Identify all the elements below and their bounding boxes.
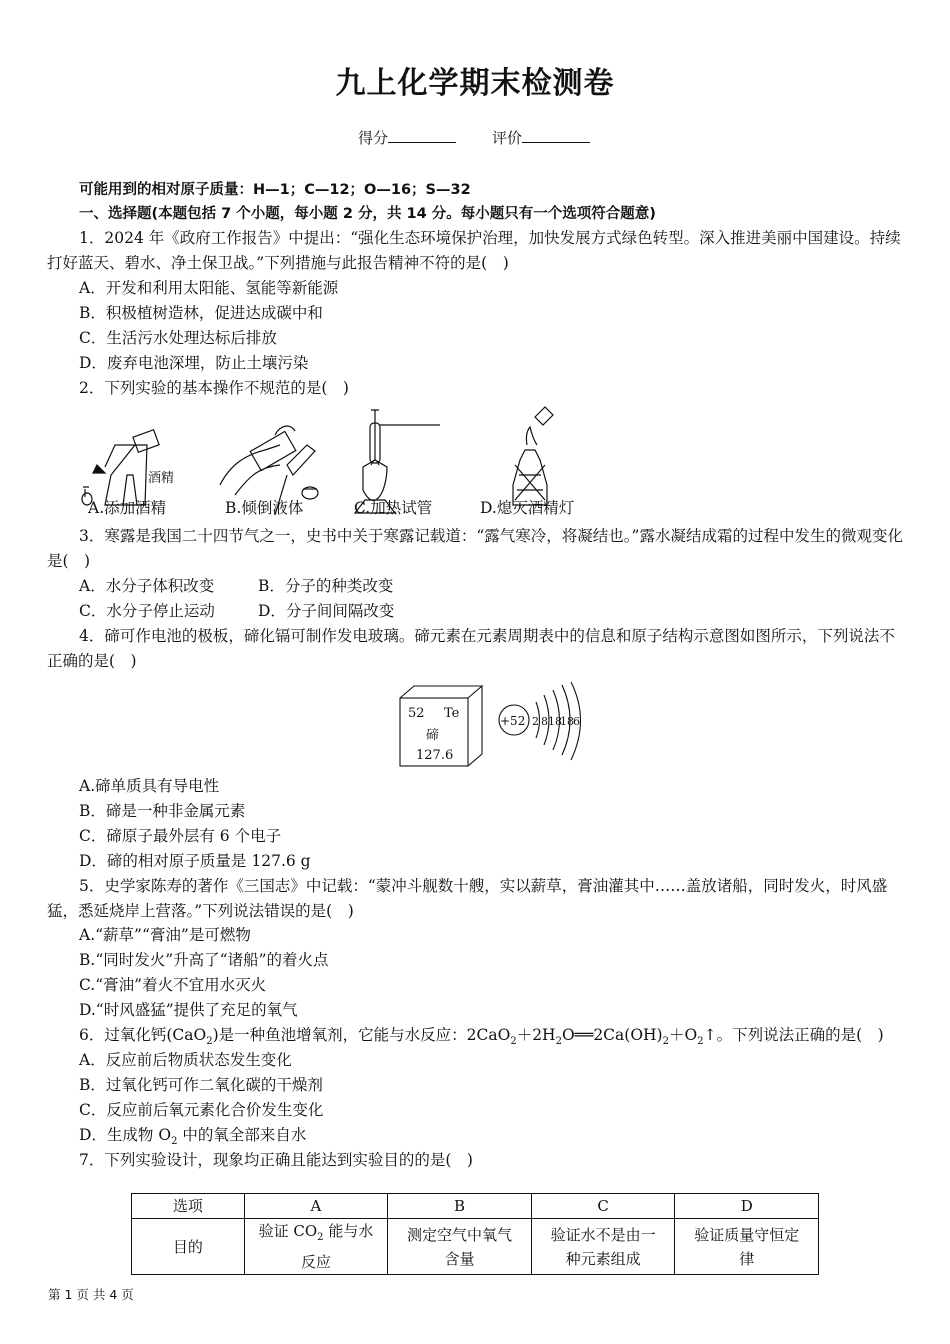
q3-option-d[interactable]: D．分子间间隔改变 [258,602,395,620]
question-7-stem: 7．下列实验设计，现象均正确且能达到实验目的的是( ) [79,1151,473,1169]
q1-option-b[interactable]: B．积极植树造林，促进达成碳中和 [79,304,323,322]
table-cell [244,1219,388,1275]
cell-text: 种元素组成 [565,1249,641,1268]
score-blank[interactable] [388,128,456,143]
q4-option-b[interactable]: B．碲是一种非金属元素 [79,802,246,820]
table-cell [675,1219,819,1275]
table-row [132,1219,819,1275]
question-3-stem: 3．寒露是我国二十四节气之一，史书中关于寒露记载道：“露气寒冷，将凝结也。”露水凝结成霜的过程中发生的微观变化是( ) [47,527,903,570]
shell-3-electrons: 18 [548,715,562,728]
shell-2-electrons: 8 [541,715,548,728]
q3-option-c[interactable]: C．水分子停止运动 [79,602,215,620]
header-cell: A [244,1194,388,1219]
q1-option-a[interactable]: A．开发和利用太阳能、氢能等新能源 [79,279,339,297]
shell-1-electrons: 2 [532,715,539,728]
cell-text: 反应 [300,1253,331,1271]
q6-sub: 2 [697,1036,704,1048]
q4-option-c[interactable]: C．碲原子最外层有 6 个电子 [79,827,282,845]
cell-text: 验证质量守恒定 [694,1225,800,1244]
score-label: 得分 [358,129,389,147]
q6-option-a[interactable]: A．反应前后物质状态发生变化 [79,1051,292,1069]
q6-option-d-text-1: D．生成物 O [79,1126,172,1144]
element-symbol: Te [444,706,460,721]
q1-option-d[interactable]: D．废弃电池深埋，防止土壤污染 [79,354,309,372]
section-heading: 一、选择题(本题包括 7 个小题，每小题 2 分，共 14 分。每小题只有一个选项符合题意) [79,206,656,222]
table-header-row [132,1194,819,1219]
question-5-stem: 5．史学家陈寿的著作《三国志》中记载：“蒙冲斗舰数十艘，实以薪草，膏油灌其中……盖放诸船，同时发火，时风盛猛，悉延烧岸上营落。”下列说法错误的是( ) [47,877,888,920]
element-name: 碲 [426,728,440,743]
extinguish-lamp-illustration [513,407,553,505]
question-6-stem [79,1023,884,1047]
header-cell: D [675,1194,819,1219]
q5-option-a[interactable]: A.“薪草”“膏油”是可燃物 [79,926,251,944]
q3-option-a[interactable]: A．水分子体积改变 [79,577,215,595]
score-field [358,127,456,148]
question-4-stem: 4．碲可作电池的极板，碲化镉可制作发电玻璃。碲元素在元素周期表中的信息和原子结构示意图如图所示，下列说法不正确的是( ) [47,627,895,670]
q5-option-d[interactable]: D.“时风盛猛”提供了充足的氧气 [79,1001,298,1019]
header-cell: B [388,1194,532,1219]
cell-text: 律 [739,1249,755,1268]
nucleus-charge: +52 [500,714,526,728]
q2-option-b[interactable]: B.倾倒液体 [225,499,304,517]
shell-5-electrons: 6 [573,715,580,728]
q6-sub: 2 [206,1036,213,1048]
atomic-number: 52 [408,706,425,721]
alcohol-label: 酒精 [148,471,175,486]
cell-text: 验证 CO [258,1222,318,1240]
evaluation-label: 评价 [492,129,523,147]
cell-sub: 2 [317,1232,324,1243]
evaluation-blank[interactable] [522,128,590,143]
header-cell: 选项 [132,1194,245,1219]
q6-sub: 2 [555,1036,562,1048]
q4-figure [396,682,596,770]
row-label: 目的 [132,1219,245,1275]
alcohol-lamp-refill-illustration [82,430,159,505]
atomic-masses: 可能用到的相对原子质量：H—1；C—12；O—16；S—32 [79,182,471,198]
q6-option-d[interactable] [79,1123,306,1147]
q6-text-4: O══2Ca(OH) [561,1026,663,1044]
q4-option-a[interactable]: A.碲单质具有导电性 [79,777,220,795]
q3-option-b[interactable]: B．分子的种类改变 [258,577,394,595]
q2-option-c[interactable]: C.加热试管 [354,499,433,517]
question-1-stem: 1．2024 年《政府工作报告》中提出：“强化生态环境保护治理，加快发展方式绿色转型。深入推进美丽中国建设。持续打好蓝天、碧水、净土保卫战。”下列措施与此报告精神不符的是( ) [47,229,901,272]
page-title: 九上化学期末检测卷 [335,66,615,101]
q2-option-d[interactable]: D.熄灭酒精灯 [480,499,575,517]
evaluation-field [492,127,590,148]
q6-text-3: ＋2H [516,1026,556,1044]
q6-option-b[interactable]: B．过氧化钙可作二氧化碳的干燥剂 [79,1076,323,1094]
q4-option-d[interactable]: D．碲的相对原子质量是 127.6 g [79,852,311,870]
shell-4-electrons: 18 [560,715,574,728]
q6-option-d-text-2: 中的氧全部来自水 [177,1126,307,1144]
table-cell [388,1219,532,1275]
header-cell: C [531,1194,675,1219]
q5-option-c[interactable]: C.“膏油”着火不宜用水灭火 [79,976,267,994]
question-2-stem: 2．下列实验的基本操作不规范的是( ) [79,379,349,397]
q6-text-6: ↑。下列说法正确的是( ) [703,1026,884,1044]
q6-option-c[interactable]: C．反应前后氧元素化合价发生变化 [79,1101,324,1119]
q1-option-c[interactable]: C．生活污水处理达标后排放 [79,329,277,347]
q6-sub: 2 [171,1136,178,1148]
q6-sub: 2 [510,1036,517,1048]
atomic-mass: 127.6 [416,748,454,763]
cell-text: 含量 [444,1249,475,1268]
cell-text: 测定空气中氧气 [407,1225,513,1244]
page-footer: 第 1 页 共 4 页 [48,1287,134,1302]
q6-text-2: )是一种鱼池增氧剂，它能与水反应：2CaO [212,1026,511,1044]
q5-option-b[interactable]: B.“同时发火”升高了“诸船”的着火点 [79,951,329,969]
cell-text: 验证水不是由一 [550,1225,656,1244]
cell-text: 能与水 [323,1222,374,1240]
q7-table [131,1193,819,1275]
q6-text-1: 6．过氧化钙(CaO [79,1026,207,1044]
table-cell [531,1219,675,1275]
q2-option-a[interactable]: A.添加酒精 [88,499,167,517]
q6-text-5: ＋O [668,1026,698,1044]
q6-sub: 2 [662,1036,669,1048]
